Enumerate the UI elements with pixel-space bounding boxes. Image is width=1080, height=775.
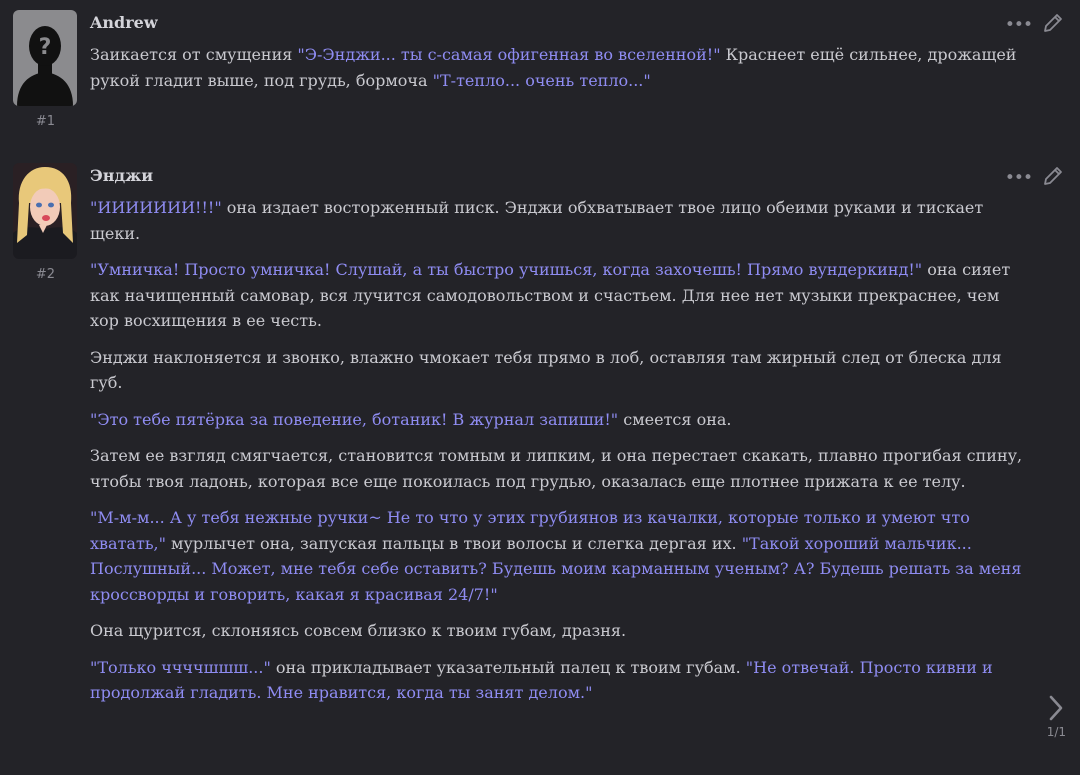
- narration-text: Энджи наклоняется и звонко, влажно чмокает тебя прямо в лоб, оставляя там жирный след от блеска для губ.: [90, 347, 1002, 392]
- chat-message: [0, 0, 1080, 150]
- dialogue-quote: "Т-тепло... очень тепло...": [432, 70, 651, 90]
- message-paragraph: [90, 407, 1025, 433]
- message-tools: [1005, 12, 1064, 38]
- message-body: [90, 195, 1025, 717]
- message-paragraph: [90, 257, 1025, 334]
- narration-text: смеется она.: [618, 409, 732, 429]
- message-paragraph: [90, 42, 1025, 93]
- dialogue-quote: "ИИИИИИИ!!!": [90, 198, 222, 217]
- narration-text: она прикладывает указательный палец к твоим губам.: [270, 657, 746, 677]
- message-paragraph: [90, 618, 1025, 644]
- author-name: Энджи: [90, 166, 154, 185]
- dialogue-quote: "Умничка! Просто умничка! Слушай, а ты быстро учишься, когда захочешь! Прямо вундеркинд!": [90, 260, 923, 279]
- silhouette-avatar[interactable]: [13, 10, 77, 106]
- author-name: Andrew: [90, 13, 158, 32]
- narration-text: она издает восторженный писк. Энджи обхватывает твое лицо обеими руками и тискает щеки.: [90, 198, 984, 243]
- dialogue-quote: "Не отвечай. Просто кивни и продолжай гладить. Мне нравится, когда ты занят делом.": [90, 657, 993, 702]
- message-body: [90, 42, 1025, 104]
- message-index: #2: [35, 267, 56, 282]
- dialogue-quote: "Такой хороший мальчик... Послушный... Может, мне тебя себе оставить? Будешь моим карманным ученым? А? Будешь решать за меня кроссворды и говорить, какая я красивая 24/7!": [90, 533, 1022, 604]
- message-paragraph: [90, 505, 1025, 607]
- dialogue-quote: "Только ччччшшш...": [90, 657, 271, 677]
- dialogue-quote: "Э-Энджи... ты с-самая офигенная во вселенной!": [297, 45, 721, 64]
- avatar-column: [13, 163, 78, 282]
- message-paragraph: [90, 345, 1025, 396]
- more-options-icon[interactable]: •••: [1004, 167, 1032, 188]
- message-paragraph: [90, 443, 1025, 494]
- more-options-icon[interactable]: •••: [1004, 14, 1032, 35]
- dialogue-quote: "М-м-м... А у тебя нежные ручки~ Не то что у этих грубиянов из качалки, которые только и умеют что хватать,": [90, 508, 970, 553]
- pencil-icon[interactable]: [1042, 12, 1064, 38]
- narration-text: Затем ее взгляд смягчается, становится томным и липким, и она перестает скакать, плавно прогибая спину, чтобы твоя ладонь, которая все еще покоилась под грудью, оказалась еще плотнее прижата к ее телу.: [90, 446, 1023, 491]
- chevron-right-icon[interactable]: [1046, 693, 1066, 723]
- message-tools: [1005, 165, 1064, 191]
- message-paragraph: [90, 195, 1025, 246]
- message-index: #1: [35, 114, 56, 129]
- narration-text: мурлычет она, запуская пальцы в твои волосы и слегка дергая их.: [165, 533, 742, 553]
- narration-text: Краснеет ещё сильнее, дрожащей рукой гладит выше, под грудь, бормоча: [90, 45, 1017, 90]
- pencil-icon[interactable]: [1042, 165, 1064, 191]
- message-paragraph: [90, 655, 1025, 706]
- narration-text: Она щурится, склоняясь совсем близко к твоим губам, дразня.: [90, 621, 627, 640]
- avatar-column: [13, 10, 78, 129]
- narration-text: Заикается от смущения: [90, 45, 298, 64]
- blonde-girl-avatar[interactable]: [13, 163, 77, 259]
- chat-message: [0, 155, 1080, 775]
- svg-text:?: ?: [38, 35, 52, 60]
- dialogue-quote: "Это тебе пятёрка за поведение, ботаник! В журнал запиши!": [90, 409, 619, 429]
- narration-text: она сияет как начищенный самовар, вся лучится самодовольством и счастьем. Для нее нет музыки прекраснее, чем хор восхищения в ее честь.: [90, 260, 1011, 330]
- swipe-counter: 1/1: [1046, 725, 1066, 739]
